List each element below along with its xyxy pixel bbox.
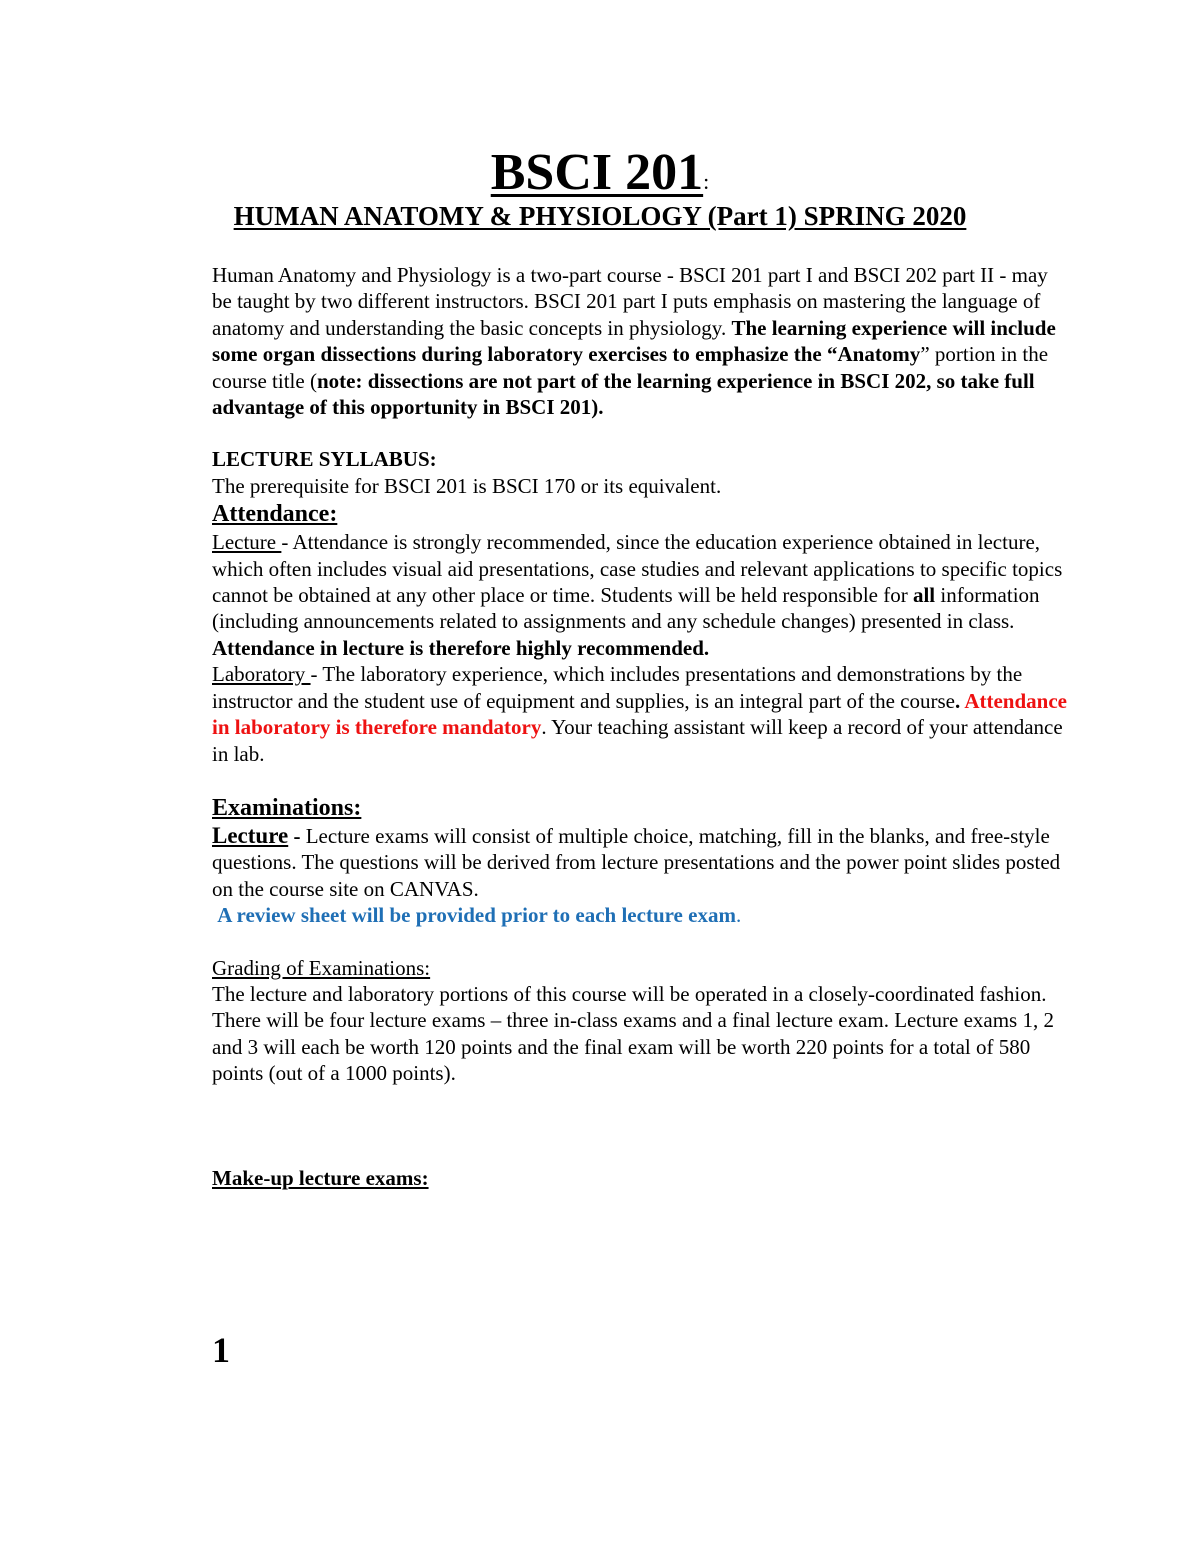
document-body	[212, 262, 1072, 1191]
intro-text-2: ” portion in the course title (	[212, 342, 1049, 393]
examinations-lecture-paragraph	[212, 823, 1072, 902]
review-sheet-line	[212, 902, 1072, 928]
review-sheet-period: .	[735, 903, 742, 928]
attendance-lab-text-2: . Your teaching assistant will keep a record of your attendance in lab.	[212, 715, 1063, 766]
attendance-lecture-bold: Attendance in lecture is therefore highly recommended.	[212, 635, 710, 660]
attendance-lecture-text-2: information (including announcements related to assignments and any schedule changes) presented in class.	[212, 583, 1040, 634]
grading-text: The lecture and laboratory portions of this course will be operated in a closely-coordinated fashion. There will be four lecture exams – three in-class exams and a final lecture exam. Lecture exams 1, 2 and 3 will each be worth 120 points and the final exam will be worth 220 points for a total of 580 points (out of a 1000 points).	[212, 981, 1054, 1086]
grading-heading: Grading of Examinations:	[212, 955, 431, 980]
course-code: BSCI 201	[490, 144, 704, 201]
attendance-lab-mandatory: Attendance in laboratory is therefore mandatory	[212, 688, 1067, 740]
intro-text: Human Anatomy and Physiology is a two-part course - BSCI 201 part I and BSCI 202 part II - may be taught by two different instructors. BSCI 201 part I puts emphasis on mastering the language of anatomy and understanding the basic concepts in physiology.	[212, 263, 1048, 340]
makeup-heading: Make-up lecture exams:	[212, 1165, 429, 1190]
attendance-lab-period: .	[954, 688, 965, 713]
page-number: 1	[212, 1330, 230, 1370]
examinations-heading: Examinations:	[212, 794, 362, 821]
intro-note-text: note: dissections are not part of the learning experience in BSCI 202, so take full advantage of this opportunity in BSCI 201).	[212, 368, 1035, 420]
attendance-lab-text: The laboratory experience, which includes presentations and demonstrations by the instructor and the student use of equipment and supplies, is an integral part of the course	[212, 662, 1023, 713]
course-subtitle: HUMAN ANATOMY & PHYSIOLOGY (Part 1) SPRING 2020	[233, 201, 967, 231]
lecture-syllabus-heading: LECTURE SYLLABUS:	[212, 447, 437, 472]
attendance-lab-paragraph	[212, 661, 1072, 767]
prerequisite-text: The prerequisite for BSCI 201 is BSCI 170 or its equivalent.	[212, 473, 722, 498]
attendance-lecture-paragraph	[212, 529, 1072, 661]
attendance-lecture-text: Attendance is strongly recommended, since the education experience obtained in lecture, which often includes visual aid presentations, case studies and relevant applications to specific topics cannot be obtained at any other place or time. Students will be held responsible for	[212, 530, 1063, 608]
attendance-lab-dash: -	[310, 662, 323, 687]
attendance-lecture-label: Lecture	[212, 530, 282, 555]
attendance-heading: Attendance:	[212, 501, 338, 528]
course-title-colon: :	[703, 169, 710, 194]
review-sheet-text: A review sheet will be provided prior to each lecture exam	[217, 903, 736, 928]
examinations-lecture-dash: -	[288, 823, 306, 848]
attendance-lab-label: Laboratory	[212, 662, 311, 687]
intro-paragraph	[212, 262, 1072, 420]
attendance-lecture-dash: -	[281, 530, 293, 555]
examinations-lecture-text: Lecture exams will consist of multiple choice, matching, fill in the blanks, and free-style questions. The questions will be derived from lecture presentations and the power point slides posted on the course site on CANVAS.	[212, 823, 1061, 901]
examinations-lecture-label: Lecture	[212, 822, 289, 848]
intro-bold-text: The learning experience will include some organ dissections during laboratory exercises to emphasize the “Anatomy	[212, 315, 1056, 367]
attendance-lecture-all: all	[912, 583, 936, 608]
